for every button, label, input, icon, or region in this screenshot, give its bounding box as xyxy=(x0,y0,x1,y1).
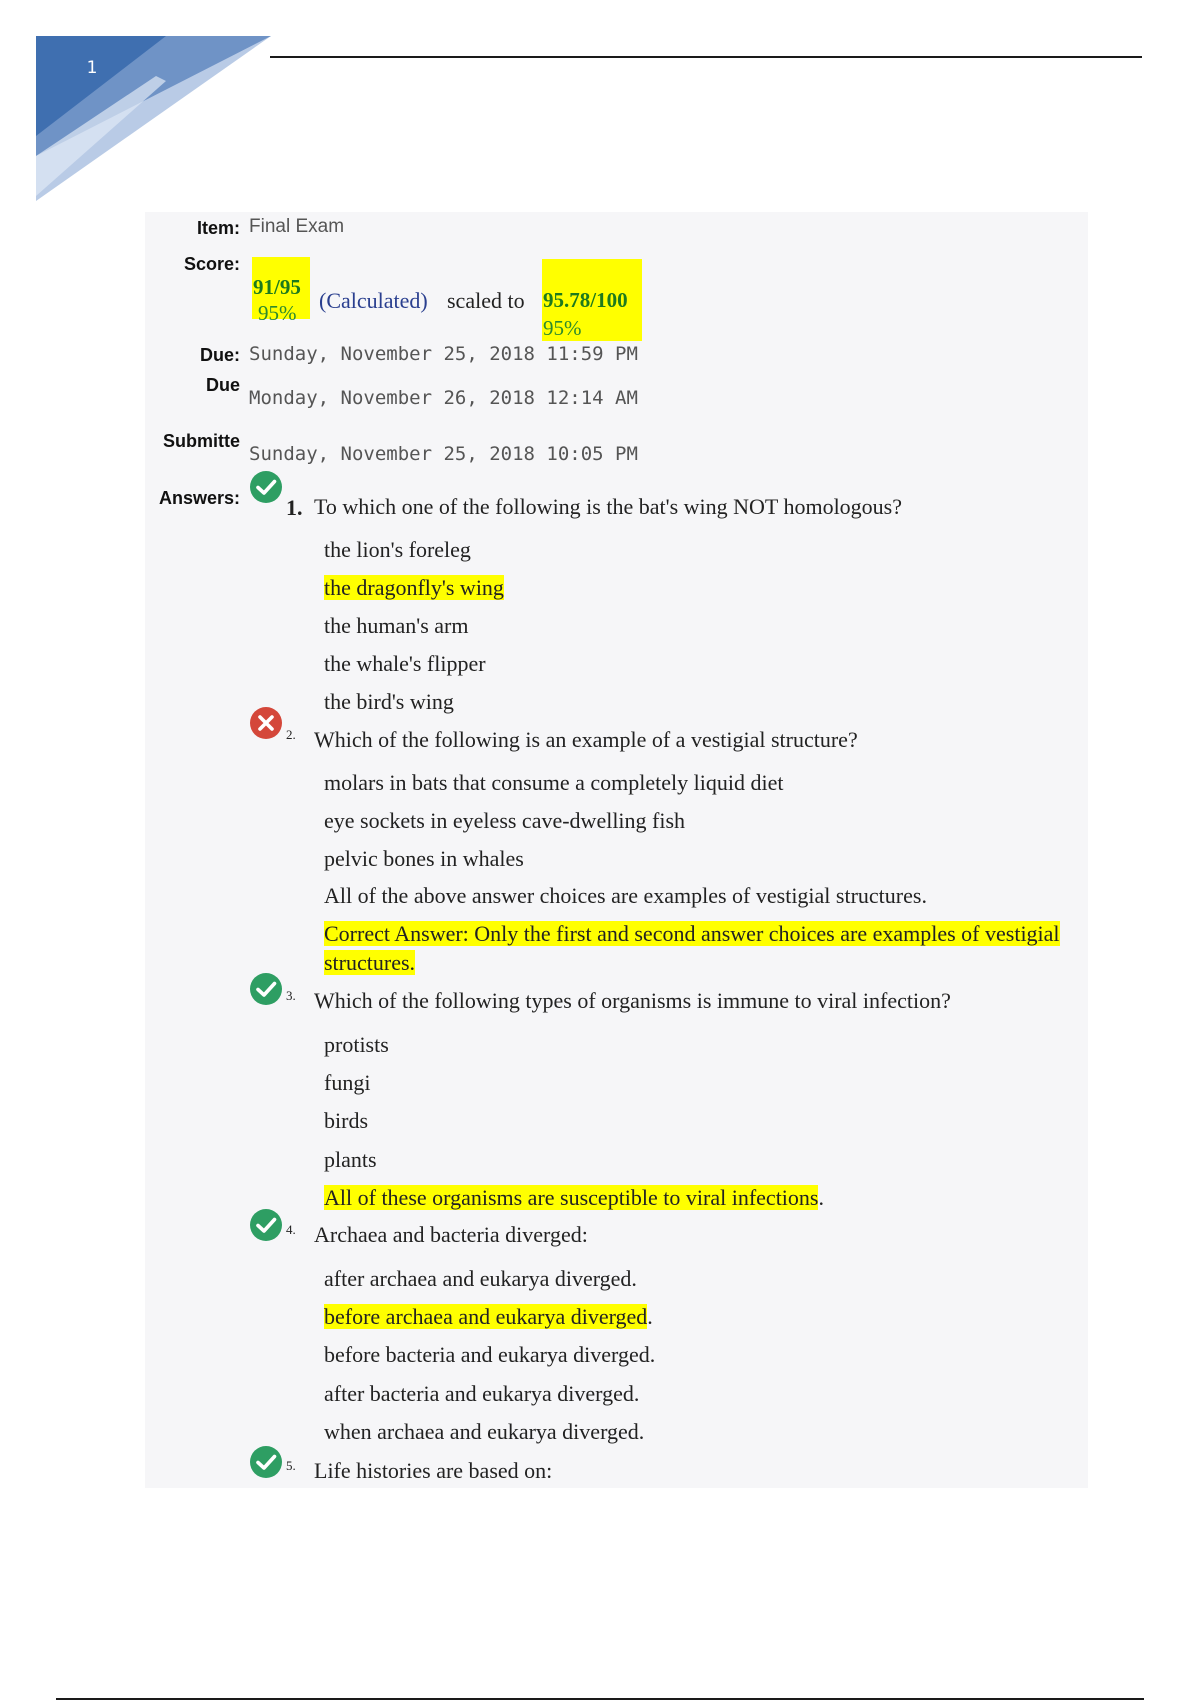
answer-option: protists xyxy=(324,1032,389,1057)
answer-option: after bacteria and eukarya diverged. xyxy=(324,1381,640,1406)
check-circle-icon xyxy=(249,1445,283,1479)
check-circle-icon xyxy=(249,1208,283,1242)
submitted-value: Sunday, November 25, 2018 10:05 PM xyxy=(249,443,638,465)
question-text: Which of the following types of organisms is immune to viral infection? xyxy=(314,988,951,1013)
due-value: Sunday, November 25, 2018 11:59 PM xyxy=(249,343,638,365)
answer-option: molars in bats that consume a completely liquid diet xyxy=(324,770,784,795)
answer-option: the bird's wing xyxy=(324,689,454,714)
answer-option-selected: All of these organisms are susceptible to viral infections. xyxy=(324,1185,824,1210)
item-label: Item: xyxy=(196,218,240,238)
answer-option: pelvic bones in whales xyxy=(324,846,524,871)
answer-option: the human's arm xyxy=(324,613,469,638)
score-raw-percent: 95% xyxy=(258,301,297,325)
header-rule xyxy=(270,56,1142,58)
question-number: 1. xyxy=(286,495,303,520)
x-circle-icon xyxy=(249,706,283,740)
due2-label: Due xyxy=(205,375,240,395)
answer-option: plants xyxy=(324,1147,377,1172)
answers-label: Answers: xyxy=(158,488,240,508)
question-number: 5. xyxy=(286,1458,296,1473)
question-number: 4. xyxy=(286,1222,296,1237)
answer-option: All of the above answer choices are examples of vestigial structures. xyxy=(324,883,927,908)
due2-value: Monday, November 26, 2018 12:14 AM xyxy=(249,387,638,409)
item-value: Final Exam xyxy=(249,216,345,237)
answer-option: the lion's foreleg xyxy=(324,537,471,562)
score-scaled: 95.78/100 xyxy=(543,288,628,312)
answer-option: birds xyxy=(324,1108,368,1133)
due-label: Due: xyxy=(200,345,240,365)
question-text: Which of the following is an example of a vestigial structure? xyxy=(314,727,858,752)
score-label: Score: xyxy=(183,254,240,274)
score-calculated: (Calculated) xyxy=(319,288,428,313)
score-scaled-percent: 95% xyxy=(543,316,582,340)
check-circle-icon xyxy=(249,972,283,1006)
answer-option: the whale's flipper xyxy=(324,651,486,676)
score-scaled-text: scaled to xyxy=(447,288,525,313)
score-raw: 91/95 xyxy=(253,275,301,299)
question-number: 2. xyxy=(286,727,296,742)
question-text: Life histories are based on: xyxy=(314,1458,553,1483)
corner-decoration xyxy=(36,36,271,201)
answer-option: after archaea and eukarya diverged. xyxy=(324,1266,637,1291)
answer-option: fungi xyxy=(324,1070,371,1095)
page-number: 1 xyxy=(86,58,98,78)
correct-answer: Correct Answer: Only the first and second answer choices are examples of vestigial structures. xyxy=(324,921,1060,975)
submitted-label: Submitte xyxy=(162,431,240,451)
answer-option: when archaea and eukarya diverged. xyxy=(324,1419,645,1444)
answer-option-selected: before archaea and eukarya diverged. xyxy=(324,1304,653,1329)
question-text: Archaea and bacteria diverged: xyxy=(314,1222,588,1247)
answer-option-selected: the dragonfly's wing xyxy=(324,575,504,600)
check-circle-icon xyxy=(249,470,283,504)
question-number: 3. xyxy=(286,988,296,1003)
answer-option: before bacteria and eukarya diverged. xyxy=(324,1342,656,1367)
answer-option: eye sockets in eyeless cave-dwelling fish xyxy=(324,808,686,833)
question-text: To which one of the following is the bat's wing NOT homologous? xyxy=(314,494,903,519)
